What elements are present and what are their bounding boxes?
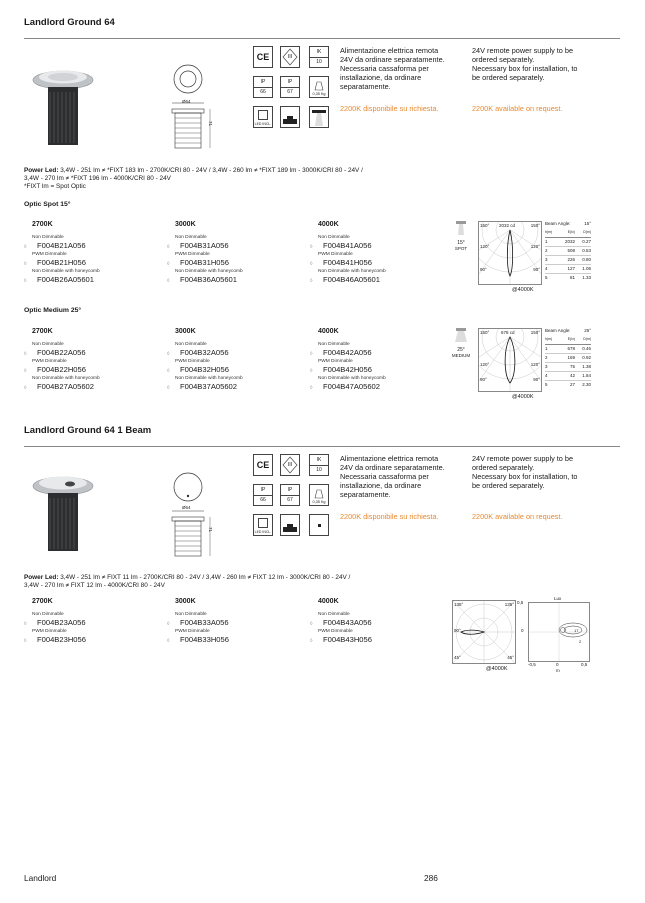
polar-label: 90° — [480, 377, 487, 382]
led-included-icon: LED INCL. — [253, 514, 273, 536]
product-code: ◊ F004B27A05602 — [24, 382, 95, 391]
polar-label: 135° — [504, 602, 514, 607]
optic-badge: 15° SPOT — [450, 221, 472, 257]
product-code: ◊ F004B46A05601 — [310, 275, 381, 284]
column-3000k: 3000K Non Dimmable ◊ F004B33A056 PWM Dimmable ◊ F004B33H056 — [167, 598, 307, 645]
column-2700k: 2700K Non Dimmable ◊ F004B22A056 PWM Dimmable ◊ F004B22H056 Non Dimmable with honeycomb ◊ F004B27A05602 — [24, 328, 164, 392]
optic-title: Optic Medium 25° — [24, 307, 82, 314]
polar-label: 90° — [533, 267, 540, 272]
column-3000k: 3000K Non Dimmable ◊ F004B31A056 PWM Dimmable ◊ F004B31H056 Non Dimmable with honeycomb ◊ F004B36A05601 — [167, 221, 307, 285]
illuminance-table: Beam Angle: 25° h(m) E(lx) D(m) 1 678 0.46 2 169 0.92 3 75 1.38 4 42 1.84 5 27 2.30 — [545, 328, 591, 387]
optic-badge: 25° MEDIUM — [447, 328, 475, 364]
polar-diagram — [452, 600, 516, 664]
polar-label: 120° — [480, 244, 490, 249]
iso-label: 2 — [579, 639, 582, 644]
illuminance-table: Beam Angle: 15° h(m) E(lx) D(m) 1 2032 0.27 2 508 0.53 3 226 0.80 4 127 1.06 5 81 1.33 — [545, 221, 591, 280]
description-italian: Alimentazione elettrica remota 24V da ordinare separatamente. Necessaria cassaforma per installazione, da ordinare separatamente. — [340, 454, 445, 499]
column-4000k: 4000K Non Dimmable ◊ F004B42A056 PWM Dimmable ◊ F004B42H056 Non Dimmable with honeycomb ◊ F004B47A05602 — [310, 328, 450, 392]
polar-label: 150° — [530, 330, 540, 335]
product-code: ◊ F004B22H056 — [24, 365, 86, 374]
polar-label: 150° — [530, 223, 540, 228]
product-code: ◊ F004B23A056 — [24, 618, 86, 627]
dimension-height: 71 — [208, 526, 214, 533]
class-iii-icon: III — [280, 46, 300, 68]
class-iii-icon: III — [280, 454, 300, 476]
ik-rating-icon: IK 10 — [309, 454, 329, 476]
product-code: ◊ F004B31H056 — [167, 258, 229, 267]
polar-label: 135° — [454, 602, 464, 607]
description-english: 24V remote power supply to be ordered separately. Necessary box for installation, to be ordered separately. — [472, 454, 578, 490]
polar-label: 90° — [533, 377, 540, 382]
iso-label: 17 — [574, 628, 579, 633]
ce-mark-icon: CE — [253, 46, 273, 68]
product-code: ◊ F004B26A05601 — [24, 275, 95, 284]
note-english: 2200K available on request. — [472, 104, 563, 113]
dimension-diameter: Ø64 — [182, 99, 191, 104]
installation-icon — [280, 106, 300, 128]
product-code: ◊ F004B37A05602 — [167, 382, 238, 391]
led-included-icon: LED INCL. — [253, 106, 273, 128]
weight-icon: 0,35 Kg — [309, 484, 329, 506]
divider — [24, 38, 620, 39]
polar-label: 45° — [507, 655, 514, 660]
product-code: ◊ F004B32A056 — [167, 348, 229, 357]
polar-cd: 2032 cd — [499, 223, 516, 228]
ip66-icon: IP 66 — [253, 76, 273, 98]
single-beam-icon — [309, 514, 329, 536]
beam-icon — [309, 106, 329, 128]
description-italian: Alimentazione elettrica remota 24V da ordinare separatamente. Necessaria cassaforma per installazione, da ordinare separatamente. — [340, 46, 445, 91]
polar-label: 150° — [480, 330, 490, 335]
dimension-diameter: Ø64 — [182, 505, 191, 510]
divider — [24, 446, 620, 447]
ip67-icon: IP 67 — [280, 484, 300, 506]
ip67-icon: IP 67 — [280, 76, 300, 98]
polar-temp: @4000K — [512, 394, 534, 400]
note-italian: 2200K disponibile su richiesta. — [340, 104, 439, 113]
column-2700k: 2700K Non Dimmable ◊ F004B23A056 PWM Dimmable ◊ F004B23H056 — [24, 598, 164, 645]
lux-axis-label: 0 — [556, 662, 559, 667]
product-code: ◊ F004B31A056 — [167, 241, 229, 250]
weight-icon: 0,35 Kg — [309, 76, 329, 98]
ip66-icon: IP 66 — [253, 484, 273, 506]
polar-diagram — [478, 328, 542, 392]
power-led-spec: Power Led: 3,4W - 251 lm ≠ *FIXT 183 lm - 2700K/CRI 80 - 24V / 3,4W - 260 lm ≠ *FIXT 189 lm - 3000K/CRI 80 - 24V / 3,4W - 270 lm ≠ *FIXT 196 lm - 4000K/CRI 80 - 24V *FIXT lm = Spot Optic — [24, 167, 363, 191]
description-english: 24V remote power supply to be ordered separately. Necessary box for installation, to be ordered separately. — [472, 46, 578, 82]
lux-axis-label: 0,5 — [517, 600, 524, 605]
ik-rating-icon: IK 10 — [309, 46, 329, 68]
section-title: Landlord Ground 64 — [24, 17, 115, 28]
lux-axis-label: 0,5 — [581, 662, 588, 667]
product-photo — [28, 460, 98, 560]
column-4000k: 4000K Non Dimmable ◊ F004B41A056 PWM Dimmable ◊ F004B41H056 Non Dimmable with honeycomb ◊ F004B46A05601 — [310, 221, 450, 285]
product-code: ◊ F004B33H056 — [167, 635, 229, 644]
technical-drawing — [162, 463, 224, 565]
polar-temp: @4000K — [486, 666, 508, 672]
product-code: ◊ F004B21A056 — [24, 241, 86, 250]
product-code: ◊ F004B33A056 — [167, 618, 229, 627]
polar-temp: @4000K — [512, 287, 534, 293]
product-code: ◊ F004B41A056 — [310, 241, 372, 250]
page-number: 286 — [424, 873, 438, 883]
polar-label: 90° — [480, 267, 487, 272]
polar-label: 120° — [530, 362, 540, 367]
product-code: ◊ F004B43H056 — [310, 635, 372, 644]
product-code: ◊ F004B36A05601 — [167, 275, 238, 284]
footer-brand: Landlord — [24, 873, 57, 883]
polar-label: 150° — [480, 223, 490, 228]
note-english: 2200K available on request. — [472, 512, 563, 521]
polar-diagram — [478, 221, 542, 285]
product-code: ◊ F004B41H056 — [310, 258, 372, 267]
product-code: ◊ F004B23H056 — [24, 635, 86, 644]
product-code: ◊ F004B47A05602 — [310, 382, 381, 391]
polar-cd: 678 cd — [501, 330, 515, 335]
section-title: Landlord Ground 64 1 Beam — [24, 425, 152, 436]
product-code: ◊ F004B22A056 — [24, 348, 86, 357]
power-led-spec: Power Led: 3,4W - 251 lm ≠ FIXT 11 lm - 2700K/CRI 80 - 24V / 3,4W - 260 lm ≠ FIXT 12 lm - 3000K/CRI 80 - 24V / 3,4W - 270 lm ≠ FIXT 12 lm - 4000K/CRI 80 - 24V — [24, 574, 351, 590]
lux-axis-label: 0 — [521, 628, 524, 633]
installation-icon — [280, 514, 300, 536]
lux-diagram — [528, 602, 590, 662]
lux-axis-label: -0,5 — [528, 662, 536, 667]
product-photo — [28, 54, 98, 154]
ce-mark-icon: CE — [253, 454, 273, 476]
lux-axis-unit: m — [556, 668, 560, 673]
dimension-height: 71 — [208, 120, 214, 127]
product-code: ◊ F004B32H056 — [167, 365, 229, 374]
product-code: ◊ F004B42A056 — [310, 348, 372, 357]
product-code: ◊ F004B21H056 — [24, 258, 86, 267]
product-code: ◊ F004B42H056 — [310, 365, 372, 374]
column-4000k: 4000K Non Dimmable ◊ F004B43A056 PWM Dimmable ◊ F004B43H056 — [310, 598, 450, 645]
technical-drawing — [162, 55, 224, 157]
product-code: ◊ F004B43A056 — [310, 618, 372, 627]
polar-label: 45° — [454, 655, 461, 660]
optic-title: Optic Spot 15° — [24, 201, 71, 208]
polar-label: 90° — [454, 628, 461, 633]
polar-label: 120° — [530, 244, 540, 249]
column-3000k: 3000K Non Dimmable ◊ F004B32A056 PWM Dimmable ◊ F004B32H056 Non Dimmable with honeycomb ◊ F004B37A05602 — [167, 328, 307, 392]
lux-title: Lux — [554, 596, 562, 601]
column-2700k: 2700K Non Dimmable ◊ F004B21A056 PWM Dimmable ◊ F004B21H056 Non Dimmable with honeycomb ◊ F004B26A05601 — [24, 221, 164, 285]
polar-label: 120° — [480, 362, 490, 367]
note-italian: 2200K disponibile su richiesta. — [340, 512, 439, 521]
